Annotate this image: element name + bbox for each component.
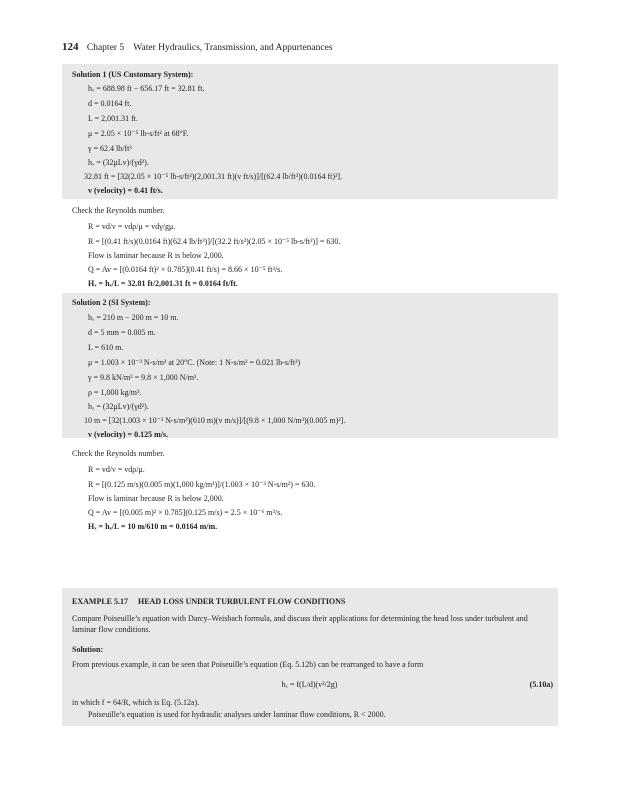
- solution1-line: hₓ = 688.98 ft − 656.17 ft = 32.81 ft.: [88, 84, 205, 93]
- solution1-reynolds-line: Flow is laminar because R is below 2,000.: [88, 251, 224, 260]
- equation-5-10a: hₓ = f(L/d)(v²/2g): [281, 680, 338, 689]
- solution1-head-loss-result: Hₓ = hₓ/L = 32.81 ft/2,001.31 ft = 0.0164 ft/ft.: [88, 279, 238, 288]
- running-header: [62, 41, 333, 53]
- example-after-equation: in which f = 64/R, which is Eq. (5.12a).: [72, 698, 200, 707]
- solution2-reynolds-line: R = vd/ν = vdρ/μ.: [88, 465, 145, 474]
- solution1-line: 32.81 ft = [32(2.05 × 10⁻⁵ lb-s/ft²)(2,001.31 ft)(v ft/s)]/[(62.4 lb/ft³)(0.0164 ft)²].: [84, 172, 343, 181]
- solution2-reynolds-line: Q = Av = [(0.005 m)² × 0.785](0.125 m/s) = 2.5 × 10⁻⁶ m³/s.: [88, 508, 283, 517]
- solution1-line: d = 0.0164 ft.: [88, 99, 132, 108]
- solution1-heading: Solution 1 (US Customary System):: [72, 70, 194, 79]
- solution2-line: μ = 1.003 × 10⁻³ N-s/m² at 20°C. (Note: 1 N-s/m² = 0.021 lb-s/ft²): [88, 358, 301, 367]
- solution2-line: d = 5 mm = 0.005 m.: [88, 328, 156, 337]
- solution1-line: γ = 62.4 lb/ft³: [88, 144, 132, 153]
- solution2-line: L = 610 m.: [88, 343, 124, 352]
- solution1-reynolds-line: R = [(0.41 ft/s)(0.0164 ft)(62.4 lb/ft³)]/[(32.2 ft/s²)(2.05 × 10⁻⁵ lb-s/ft²)] = 630.: [88, 237, 341, 246]
- solution2-result: v (velocity) = 0.125 m/s.: [88, 430, 169, 439]
- solution1-reynolds-line: Q = Av = [(0.0164 ft)² × 0.785](0.41 ft/s) = 8.66 × 10⁻⁵ ft³/s.: [88, 265, 283, 274]
- equation-number: (5.10a): [529, 680, 553, 689]
- solution2-heading: Solution 2 (SI System):: [72, 298, 151, 307]
- solution2-reynolds-line: Flow is laminar because R is below 2,000.: [88, 494, 224, 503]
- example-problem: Compare Poiseuille’s equation with Darcy–Weisbach formula, and discuss their applications for determining the head loss under turbulent and laminar flow conditions.: [72, 614, 528, 634]
- solution2-line: hₓ = 210 m − 200 m = 10 m.: [88, 313, 179, 322]
- chapter-title: Water Hydraulics, Transmission, and Appurtenances: [133, 43, 333, 53]
- chapter-label: Chapter 5: [86, 43, 125, 53]
- solution2-line: γ = 9.8 kN/m³ = 9.8 × 1,000 N/m³.: [88, 373, 199, 382]
- example-intro: From previous example, it can be seen that Poiseuille’s equation (Eq. 5.12b) can be rearranged to have a form: [72, 660, 424, 669]
- solution1-result: v (velocity) = 0.41 ft/s.: [88, 186, 163, 195]
- solution2-line: 10 m = [32(1.003 × 10⁻³ N-s/m²)(610 m)(v m/s)]/[(9.8 × 1,000 N/m³)(0.005 m)²].: [84, 416, 346, 425]
- example-number: EXAMPLE 5.17: [72, 597, 128, 606]
- solution2-line: ρ = 1,000 kg/m³.: [88, 388, 142, 397]
- solution1-check-text: Check the Reynolds number.: [72, 206, 165, 215]
- example-final-note: Poiseuille’s equation is used for hydraulic analyses under laminar flow conditions, R < 2000.: [88, 710, 386, 719]
- solution1-reynolds-line: R = vd/ν = vdρ/μ = vdγ/gμ.: [88, 222, 176, 231]
- example-solution-heading: Solution:: [72, 645, 104, 654]
- solution2-line: hₓ = (32μLv)/(γd²).: [88, 402, 149, 411]
- solution2-check-text: Check the Reynolds number.: [72, 449, 165, 458]
- example-title: [72, 597, 345, 606]
- solution2-head-loss-result: Hₓ = hₓ/L = 10 m/610 m = 0.0164 m/m.: [88, 522, 218, 531]
- example-heading: HEAD LOSS UNDER TURBULENT FLOW CONDITIONS: [138, 597, 346, 606]
- solution2-reynolds-line: R = [(0.125 m/s)(0.005 m)(1,000 kg/m³)]/(1.003 × 10⁻³ N-s/m²) = 630.: [88, 480, 316, 489]
- solution1-line: hₓ = (32μLv)/(γd²).: [88, 158, 149, 167]
- solution1-line: μ = 2.05 × 10⁻⁵ lb-s/ft² at 68°F.: [88, 129, 189, 138]
- page-number: 124: [62, 41, 79, 53]
- solution1-line: L = 2,001.31 ft.: [88, 114, 138, 123]
